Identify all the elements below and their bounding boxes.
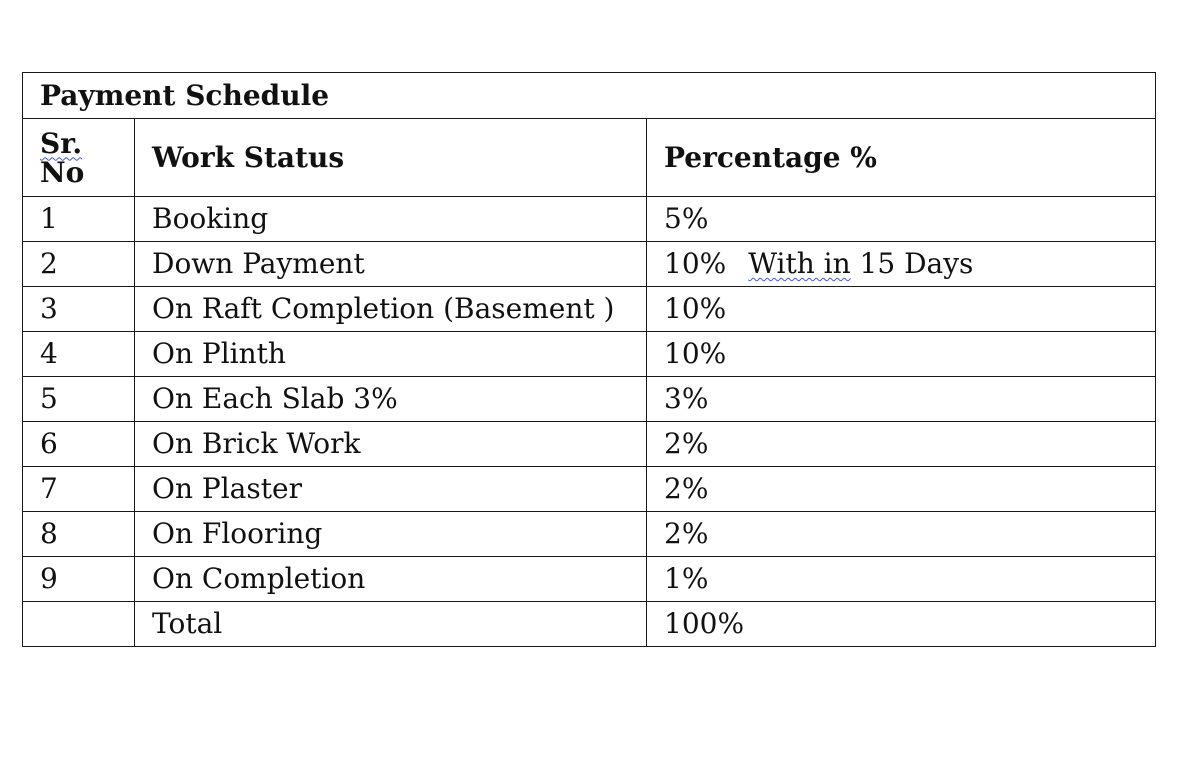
document-page [22, 72, 1155, 647]
table-row [23, 377, 1156, 422]
row-work-status: On Completion [135, 557, 647, 602]
header-work-status: Work Status [135, 119, 647, 197]
row-sr: 6 [23, 422, 135, 467]
table-row [23, 332, 1156, 377]
table-title-row [23, 73, 1156, 119]
table-row [23, 467, 1156, 512]
header-sr-label: Sr. [40, 126, 83, 160]
row-sr: 4 [23, 332, 135, 377]
row-percentage [647, 242, 1156, 287]
table-row [23, 287, 1156, 332]
row-work-status: On Raft Completion (Basement ) [135, 287, 647, 332]
row-percentage: 1% [647, 557, 1156, 602]
table-row [23, 242, 1156, 287]
row-percentage: 3% [647, 377, 1156, 422]
header-percentage: Percentage % [647, 119, 1156, 197]
row-percentage: 5% [647, 197, 1156, 242]
row-sr: 7 [23, 467, 135, 512]
row-percentage-value: 10% [664, 247, 727, 280]
total-sr [23, 602, 135, 647]
table-title: Payment Schedule [23, 73, 1156, 119]
total-label: Total [135, 602, 647, 647]
row-percentage: 10% [647, 332, 1156, 377]
row-percentage: 10% [647, 287, 1156, 332]
table-header-row [23, 119, 1156, 197]
row-percentage: 2% [647, 422, 1156, 467]
row-percentage: 2% [647, 512, 1156, 557]
table-row [23, 557, 1156, 602]
row-note-flagged-text: With in [748, 247, 851, 280]
row-work-status: On Plinth [135, 332, 647, 377]
row-sr: 5 [23, 377, 135, 422]
table-row [23, 512, 1156, 557]
row-work-status: On Brick Work [135, 422, 647, 467]
row-work-status: On Flooring [135, 512, 647, 557]
row-work-status: On Plaster [135, 467, 647, 512]
row-work-status: Booking [135, 197, 647, 242]
row-percentage: 2% [647, 467, 1156, 512]
row-sr: 9 [23, 557, 135, 602]
payment-schedule-table [22, 72, 1156, 647]
header-sr-no [23, 119, 135, 197]
row-work-status: On Each Slab 3% [135, 377, 647, 422]
row-sr: 1 [23, 197, 135, 242]
row-sr: 3 [23, 287, 135, 332]
header-no-label: No [40, 155, 85, 189]
row-payment-note: With in 15 Days [748, 247, 974, 280]
table-row [23, 197, 1156, 242]
total-row [23, 602, 1156, 647]
row-sr: 8 [23, 512, 135, 557]
total-percentage: 100% [647, 602, 1156, 647]
row-work-status: Down Payment [135, 242, 647, 287]
row-sr: 2 [23, 242, 135, 287]
table-row [23, 422, 1156, 467]
